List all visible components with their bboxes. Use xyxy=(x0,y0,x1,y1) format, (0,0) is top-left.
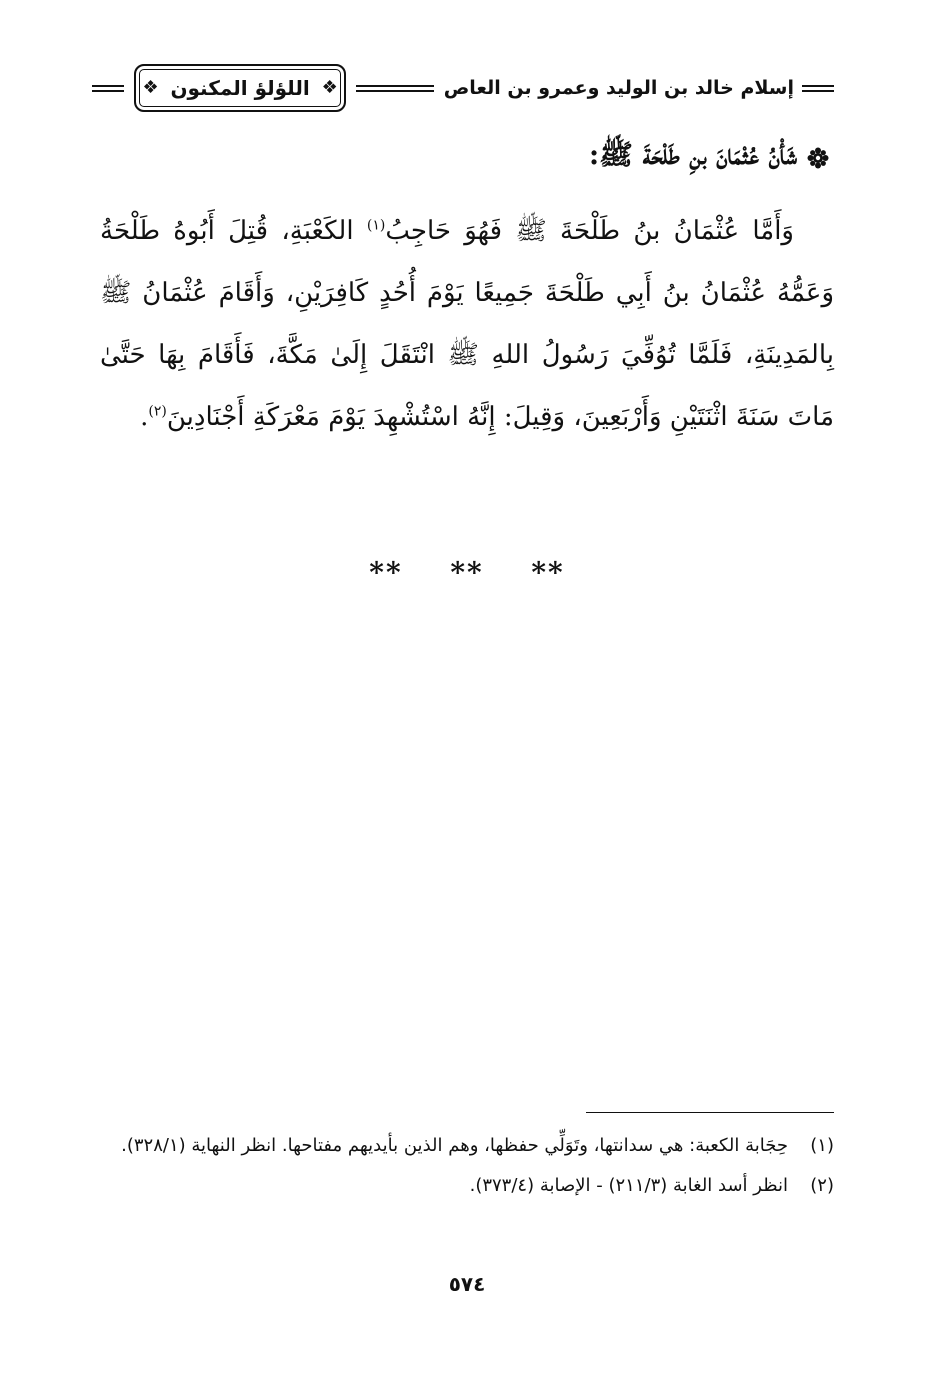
header-rule-middle xyxy=(356,85,434,92)
footnote-text: انظر أسد الغابة (٢١١/٣) - الإصابة (٣٧٣/٤). xyxy=(469,1175,788,1196)
footnote-number: (٢) xyxy=(810,1175,834,1196)
ornament-left-icon: ❖ xyxy=(142,77,159,98)
footnote-item xyxy=(95,1166,834,1206)
book-title-cartouche xyxy=(134,64,345,112)
book-title: اللؤلؤ المكنون xyxy=(170,76,310,100)
footnote-marker-2: (٢) xyxy=(148,403,167,420)
header-rule-right xyxy=(802,85,834,92)
section-separator xyxy=(0,556,934,589)
separator-mark: ** xyxy=(369,556,403,589)
body-paragraph xyxy=(100,200,834,448)
paragraph-end: . xyxy=(140,402,149,432)
flower-icon xyxy=(807,147,829,169)
footnote-text: حِجَابة الكعبة: هي سدانتها، وتَوَلِّي حفظها، وهم الذين بأيديهم مفتاحها. انظر النهاية (٣٢٨/١). xyxy=(121,1135,788,1156)
section-heading-text: شَأْنُ عُثْمَانَ بنِ طَلْحَةَ ﷺ: xyxy=(588,138,797,171)
running-header xyxy=(88,60,834,116)
page-number: ٥٧٤ xyxy=(448,1272,486,1296)
footnote-rule xyxy=(586,1112,834,1113)
paragraph-text: وَأَمَّا عُثْمَانُ بنُ طَلْحَةَ ﷺ فَهُوَ حَاجِبُ xyxy=(385,216,794,246)
ornament-right-icon: ❖ xyxy=(321,77,338,98)
footnote-marker-1: (١) xyxy=(366,217,386,234)
footnote-number: (١) xyxy=(810,1135,834,1156)
separator-mark: ** xyxy=(531,556,565,589)
header-rule-left xyxy=(92,85,124,92)
body-text xyxy=(100,200,834,448)
section-heading xyxy=(589,138,829,178)
paragraph-text-cont: الكَعْبَةِ، قُتِلَ أَبُوهُ طَلْحَةُ وَعَمُّهُ عُثْمَانُ بنُ أَبِي طَلْحَةَ جَمِيعًا يَوْمَ أُحُدٍ كَافِرَيْنِ، وَأَقَامَ عُثْمَانُ ﷺ بِالمَدِينَةِ، فَلَمَّا تُوُفِّيَ رَسُولُ اللهِ ﷺ انْتَقَلَ إِلَىٰ مَكَّةَ، فَأَقَامَ بِهَا حَتَّىٰ مَاتَ سَنَةَ اثْنَتَيْنِ وَأَرْبَعِينَ، وَقِيلَ: إِنَّهُ اسْتُشْهِدَ يَوْمَ مَعْرَكَةِ أَجْنَادِينَ xyxy=(100,216,834,432)
chapter-title: إسلام خالد بن الوليد وعمرو بن العاص xyxy=(443,77,794,99)
separator-mark: ** xyxy=(450,556,484,589)
footnote-item xyxy=(95,1126,834,1166)
footnotes xyxy=(95,1126,834,1206)
